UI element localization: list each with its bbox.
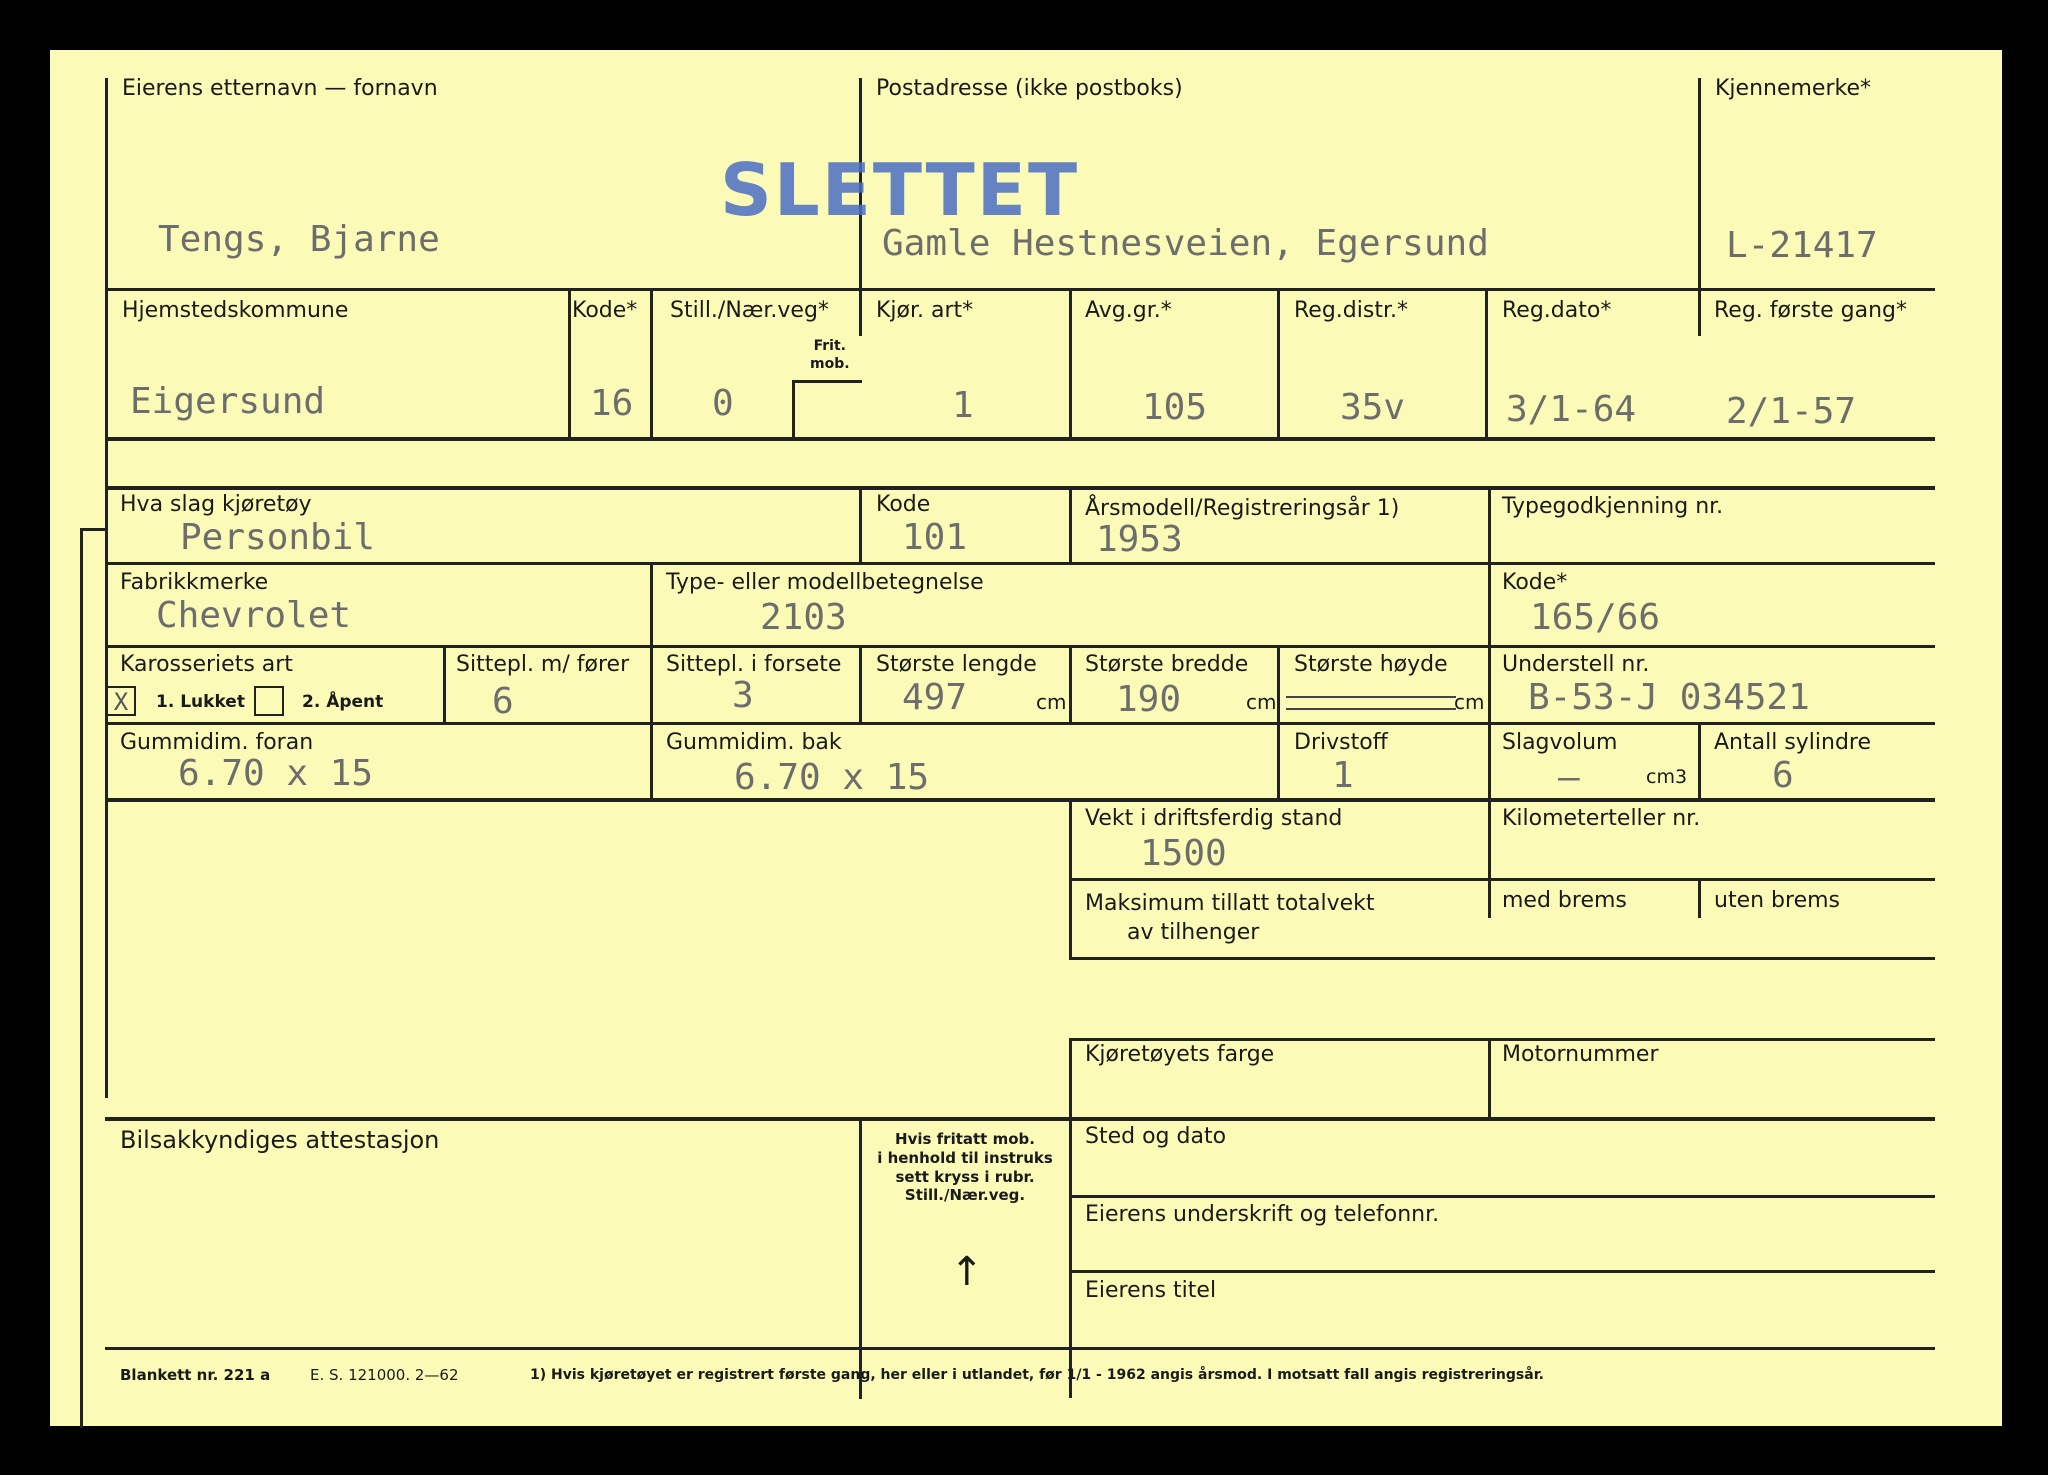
displacement-unit: cm3 — [1646, 766, 1688, 788]
vehicle-divider — [1488, 486, 1491, 802]
row2-divider — [1277, 288, 1280, 438]
make-label: Fabrikkmerke — [120, 570, 269, 595]
frit-box-top — [792, 380, 862, 383]
make-code-value[interactable]: 165/66 — [1530, 597, 1661, 638]
owner-title-label: Eierens titel — [1085, 1278, 1217, 1303]
vehicle-top-line — [105, 486, 1935, 490]
vehicle-divider — [1277, 645, 1280, 802]
vehicle-left-border — [105, 486, 108, 800]
vehicle-divider — [859, 486, 862, 563]
height-label: Største høyde — [1294, 652, 1448, 677]
vehicle-divider — [859, 645, 862, 723]
kind-code-label: Kode — [876, 492, 931, 517]
address-value[interactable]: Gamle Hestnesveien, Egersund — [882, 223, 1489, 264]
model-year-value[interactable]: 1953 — [1096, 519, 1183, 560]
make-value[interactable]: Chevrolet — [156, 595, 352, 636]
body-closed-checkbox[interactable]: X — [106, 686, 136, 716]
code-label: Kode* — [572, 298, 638, 323]
type-approval-label: Typegodkjenning nr. — [1502, 494, 1724, 519]
seats-front-value[interactable]: 3 — [732, 675, 754, 716]
seats-front-label: Sittepl. i forsete — [666, 652, 842, 677]
weight-label: Vekt i driftsferdig stand — [1085, 806, 1343, 831]
tyre-rear-value[interactable]: 6.70 x 15 — [734, 757, 930, 798]
weight-divider — [1488, 798, 1491, 878]
seats-driver-label: Sittepl. m/ fører — [456, 652, 630, 677]
tyre-front-label: Gummidim. foran — [120, 730, 314, 755]
body-open-checkbox[interactable] — [254, 686, 284, 716]
arrow-up-icon: ↑ — [950, 1249, 984, 1295]
reg-district-label: Reg.distr.* — [1294, 298, 1408, 323]
chassis-label: Understell nr. — [1502, 652, 1650, 677]
row2-divider — [1069, 288, 1072, 438]
vehicle-kind-value[interactable]: Personbil — [180, 517, 376, 558]
vehicle-row-line — [105, 645, 1935, 648]
row2-divider — [1485, 288, 1488, 438]
attest-row-line — [1069, 1195, 1935, 1198]
code-value[interactable]: 16 — [590, 383, 634, 424]
vehicle-row-line — [105, 562, 1935, 565]
slettet-stamp: SLETTET — [720, 148, 1080, 232]
expert-attest-label: Bilsakkyndiges attestasjon — [120, 1126, 440, 1154]
row2-divider — [568, 288, 571, 438]
height-strikeout — [1286, 696, 1456, 710]
color-label: Kjøretøyets farge — [1085, 1042, 1275, 1067]
length-label: Største lengde — [876, 652, 1037, 677]
owner-name-label: Eierens etternavn — fornavn — [122, 76, 438, 101]
municipality-value[interactable]: Eigersund — [130, 381, 326, 422]
vehicle-bottom-line — [105, 798, 1935, 802]
width-value[interactable]: 190 — [1116, 679, 1182, 720]
engine-no-label: Motornummer — [1502, 1042, 1659, 1067]
first-reg-value[interactable]: 2/1-57 — [1726, 391, 1857, 432]
width-unit: cm — [1246, 690, 1277, 714]
vehicle-divider — [1069, 645, 1072, 723]
still-label: Still./Nær.veg* — [670, 298, 829, 323]
displacement-label: Slagvolum — [1502, 730, 1618, 755]
height-unit: cm — [1454, 690, 1485, 714]
registration-card — [50, 50, 2002, 1426]
drive-type-value[interactable]: 1 — [952, 385, 974, 426]
attest-top-line — [105, 1117, 1935, 1121]
kind-code-value[interactable]: 101 — [902, 517, 968, 558]
vehicle-row-line — [105, 722, 1935, 725]
body-open-label: 2. Åpent — [302, 692, 384, 712]
displacement-value[interactable]: – — [1558, 757, 1580, 798]
max-trailer-label: Maksimum tillatt totalvekt av tilhenger — [1085, 891, 1375, 945]
odometer-label: Kilometerteller nr. — [1502, 806, 1701, 831]
reg-date-value[interactable]: 3/1-64 — [1506, 389, 1637, 430]
row2-divider — [792, 380, 795, 438]
width-label: Største bredde — [1085, 652, 1249, 677]
vehicle-divider — [443, 645, 446, 723]
body-label: Karosseriets art — [120, 652, 293, 677]
chassis-value[interactable]: B-53-J 034521 — [1528, 677, 1810, 718]
tyre-front-value[interactable]: 6.70 x 15 — [178, 753, 374, 794]
bracket-mark — [80, 528, 83, 1428]
brakes-divider — [1488, 878, 1491, 918]
row2-divider — [650, 288, 653, 438]
vehicle-divider — [650, 562, 653, 802]
form-number: Blankett nr. 221 a — [120, 1366, 271, 1384]
seats-driver-value[interactable]: 6 — [492, 681, 514, 722]
place-date-label: Sted og dato — [1085, 1124, 1227, 1149]
attest-divider — [859, 1117, 862, 1399]
model-year-label: Årsmodell/Registreringsår 1) — [1085, 496, 1400, 521]
weight-row-line — [1069, 878, 1935, 881]
fuel-label: Drivstoff — [1294, 730, 1388, 755]
header-divider-2 — [1698, 78, 1701, 336]
weight-value[interactable]: 1500 — [1140, 833, 1227, 874]
footnote: 1) Hvis kjøretøyet er registrert første gang, her eller i utlandet, før 1/1 - 1962 angis årsmod. I motsatt fall angis registreringsår. — [530, 1367, 1544, 1383]
length-value[interactable]: 497 — [902, 677, 968, 718]
vehicle-divider — [1698, 722, 1701, 802]
signature-label: Eierens underskrift og telefonnr. — [1085, 1202, 1440, 1227]
header-bottom-line — [105, 288, 1935, 291]
reg-mark-label: Kjennemerke* — [1715, 76, 1871, 101]
still-value[interactable]: 0 — [712, 383, 734, 424]
color-top-line — [1069, 1038, 1935, 1041]
fee-group-label: Avg.gr.* — [1085, 298, 1172, 323]
first-reg-label: Reg. første gang* — [1714, 298, 1908, 323]
address-label: Postadresse (ikke postboks) — [876, 76, 1183, 101]
vehicle-divider — [1069, 486, 1072, 563]
bracket-mark — [80, 528, 106, 531]
frit-label: Frit. mob. — [810, 338, 850, 372]
cylinders-label: Antall sylindre — [1714, 730, 1872, 755]
brakes-divider — [1698, 878, 1701, 918]
fuel-value[interactable]: 1 — [1332, 755, 1354, 796]
tyre-rear-label: Gummidim. bak — [666, 730, 842, 755]
without-brakes-label: uten brems — [1714, 888, 1840, 913]
fee-group-value[interactable]: 105 — [1142, 387, 1208, 428]
vehicle-kind-label: Hva slag kjøretøy — [120, 492, 312, 517]
color-left-border — [1069, 1038, 1072, 1398]
cylinders-value[interactable]: 6 — [1772, 755, 1794, 796]
length-unit: cm — [1036, 690, 1067, 714]
drive-type-label: Kjør. art* — [876, 298, 974, 323]
reg-district-value[interactable]: 35v — [1340, 387, 1406, 428]
exempt-note: Hvis fritatt mob. i henhold til instruks sett kryss i rubr. Still./Nær.veg. — [877, 1130, 1053, 1205]
reg-date-label: Reg.dato* — [1502, 298, 1612, 323]
weight-bottom-line — [1069, 957, 1935, 960]
owner-name-value[interactable]: Tengs, Bjarne — [158, 219, 440, 260]
body-closed-label: 1. Lukket — [156, 692, 245, 712]
municipality-label: Hjemstedskommune — [122, 298, 349, 323]
with-brakes-label: med brems — [1502, 888, 1627, 913]
model-value[interactable]: 2103 — [760, 597, 847, 638]
model-label: Type- eller modellbetegnelse — [666, 570, 984, 595]
reg-mark-value[interactable]: L-21417 — [1726, 225, 1878, 266]
color-divider — [1488, 1038, 1491, 1118]
print-info: E. S. 121000. 2—62 — [310, 1366, 459, 1384]
attest-row-line — [1069, 1270, 1935, 1273]
row2-bottom-line — [105, 437, 1935, 441]
make-code-label: Kode* — [1502, 570, 1568, 595]
attest-bottom-line — [105, 1347, 1935, 1350]
